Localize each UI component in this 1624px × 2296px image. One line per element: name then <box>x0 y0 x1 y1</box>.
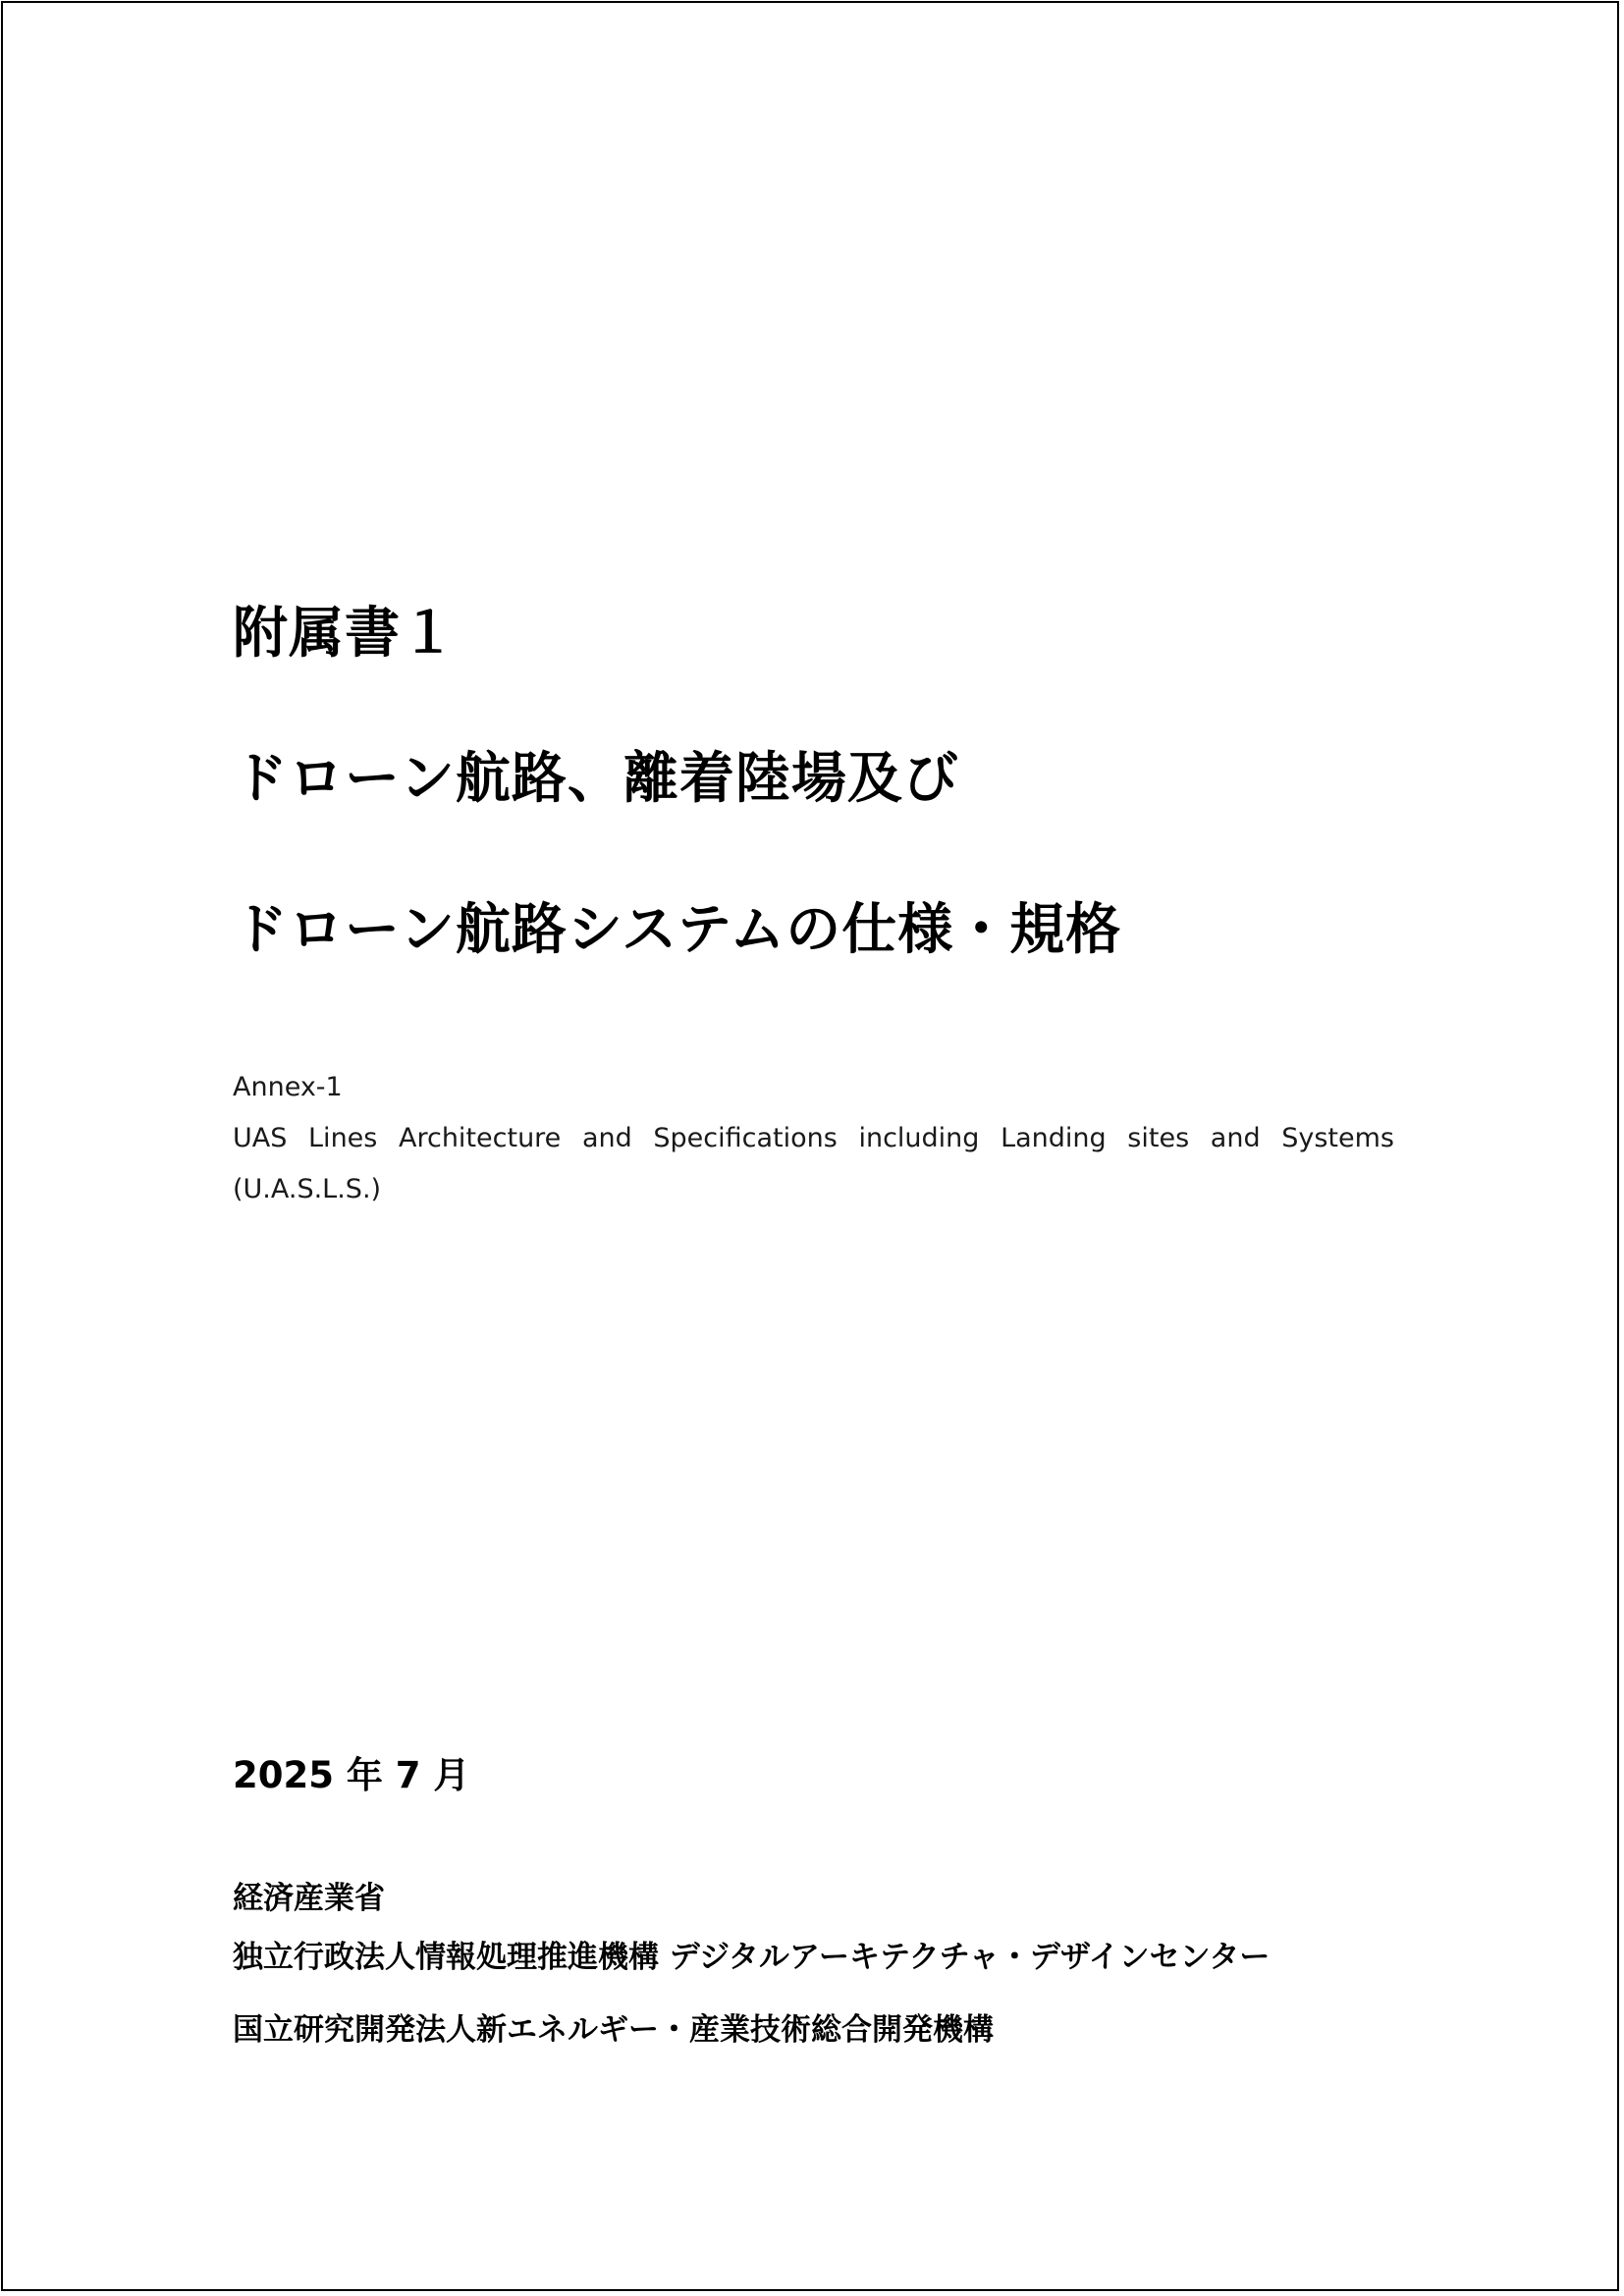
document-title-line-2: ドローン航路システムの仕様・規格 <box>233 898 1122 962</box>
english-title: UAS Lines Architecture and Specifications including Landing sites and Systems (U.A.S.L.S.) <box>233 1123 1394 1204</box>
publication-date: 2025 年 7 月 <box>233 1754 470 1796</box>
document-title-line-1: ドローン航路、離着陸場及び <box>233 747 959 811</box>
english-title-block <box>233 1062 1394 1215</box>
organization-1: 経済産業省 <box>233 1881 385 1916</box>
organization-2: 独立行政法人情報処理推進機構 デジタルアーキテクチャ・デザインセンター <box>233 1940 1271 1975</box>
annex-label: 附属書１ <box>233 602 457 666</box>
organization-3: 国立研究開発法人新エネルギー・産業技術総合開発機構 <box>233 2012 994 2048</box>
english-annex-label: Annex-1 <box>233 1072 343 1102</box>
